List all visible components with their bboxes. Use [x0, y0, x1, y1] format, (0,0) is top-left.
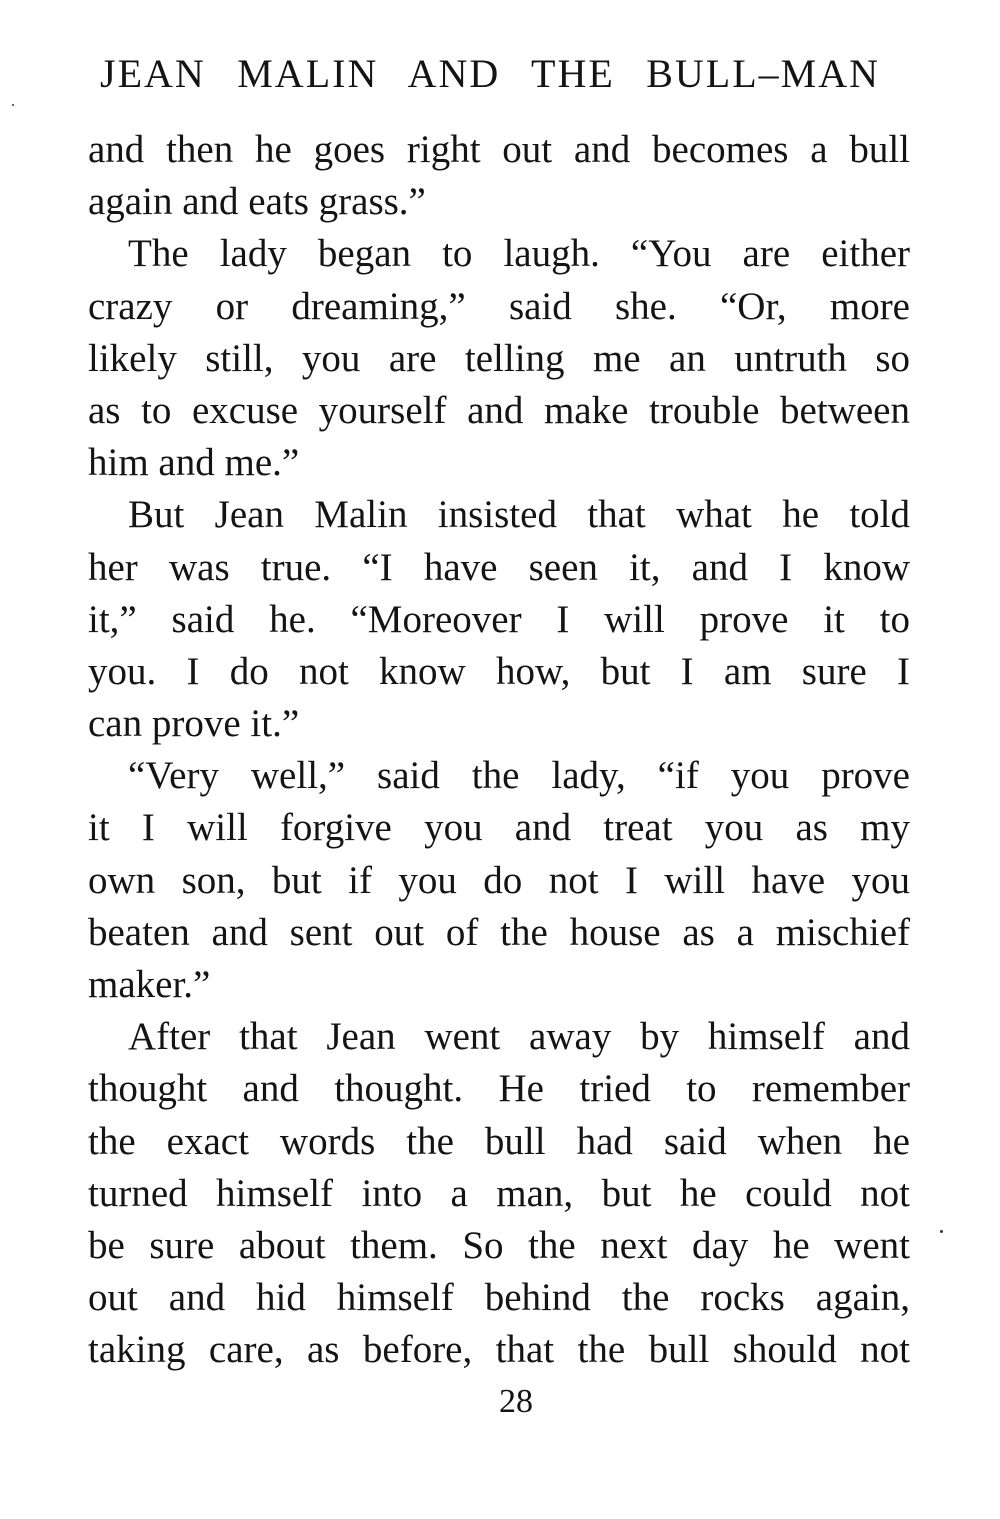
text-line: beaten and sent out of the house as a mischief [88, 910, 910, 954]
text-line: and then he goes right out and becomes a bull [88, 128, 910, 171]
text-line: her was true. “I have seen it, and I know [88, 545, 910, 589]
text-line: it,” said he. “Moreover I will prove it to [88, 597, 910, 641]
paragraph-first-line: But Jean Malin insisted that what he told [128, 493, 910, 537]
text-line: likely still, you are telling me an untruth so [88, 336, 910, 380]
text-line: own son, but if you do not I will have you [88, 858, 910, 902]
running-head-title: JEAN MALIN AND THE BULL–MAN [100, 51, 880, 96]
print-speck [12, 104, 14, 106]
text-line: it I will forgive you and treat you as my [88, 806, 910, 850]
paragraph-first-line: The lady began to laugh. “You are either [128, 232, 910, 276]
text-line: out and hid himself behind the rocks again, [88, 1276, 910, 1320]
text-line: can prove it.” [88, 702, 300, 746]
text-line: maker.” [88, 963, 211, 1006]
text-line: as to excuse yourself and make trouble between [88, 388, 910, 432]
print-speck [940, 1230, 943, 1233]
text-line: be sure about them. So the next day he went [88, 1223, 910, 1267]
text-line: the exact words the bull had said when he [88, 1119, 910, 1163]
text-line: taking care, as before, that the bull should not [88, 1328, 910, 1372]
paragraph-first-line: “Very well,” said the lady, “if you prove [128, 754, 910, 798]
text-line: crazy or dreaming,” said she. “Or, more [88, 284, 910, 328]
text-line: thought and thought. He tried to remember [88, 1067, 910, 1111]
page-number: 28 [499, 1383, 533, 1420]
text-line: you. I do not know how, but I am sure I [88, 649, 910, 693]
text-line: again and eats grass.” [88, 180, 426, 224]
text-line: him and me.” [88, 441, 300, 485]
body-text [88, 124, 910, 1377]
paragraph-first-line: After that Jean went away by himself and [128, 1015, 910, 1059]
text-line: turned himself into a man, but he could not [88, 1171, 910, 1215]
